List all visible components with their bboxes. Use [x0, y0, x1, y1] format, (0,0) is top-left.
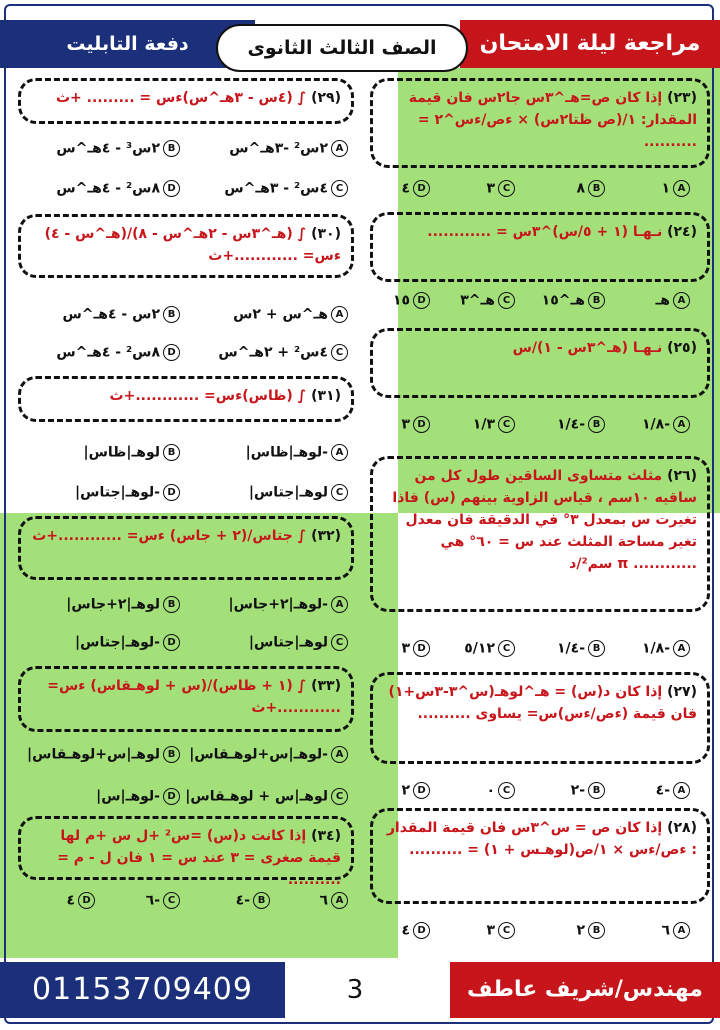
q34-option-c[interactable]: C-٦: [146, 892, 180, 909]
q28-option-c[interactable]: C٣: [486, 922, 515, 939]
q27-option-c[interactable]: C٠: [486, 782, 515, 799]
q31-option-d[interactable]: D-لوهـ|جتاس|: [75, 484, 180, 501]
question-30: (٣٠) ∫ (هـ^٣س - ٢هـ^س - ٨)/(هـ^س - ٤) ءس= ............+ث: [18, 214, 354, 278]
footer-page-number: 3: [346, 975, 364, 1005]
question-23: (٢٣) إذا كان ص=هـ^٣س جا٢س فان قيمة المقدار: ١/(ص ظتا٢س) × ءص/ءس^٢ = ..........: [370, 78, 710, 168]
q23-option-a[interactable]: A١: [661, 180, 690, 197]
header-title-center: الصف الثالث الثانوى: [216, 24, 468, 72]
q29-option-c[interactable]: C٤س² - ٣هـ^س: [224, 180, 348, 197]
q27-option-b[interactable]: B-٢: [571, 782, 605, 799]
question-31: (٣١) ∫ (ظاس)ءس= ............+ث: [18, 376, 354, 422]
q31-option-a[interactable]: A-لوهـ|ظاس|: [246, 444, 348, 461]
q26-option-c[interactable]: C٥/١٢: [464, 640, 515, 657]
q29-option-d[interactable]: D٨س² - ٤هـ^س: [56, 180, 180, 197]
q29-option-a[interactable]: A٢س² -٣هـ^س: [229, 140, 348, 157]
question-29: (٢٩) ∫ (٤س - ٣هـ^س)ءس = ......... +ث: [18, 78, 354, 124]
question-33: (٣٣) ∫ (١ + ظاس)/(س + لوهـقاس) ءس= ............+ث: [18, 666, 354, 732]
q28-option-b[interactable]: B٢: [576, 922, 605, 939]
q31-option-b[interactable]: Bلوهـ|ظاس|: [83, 444, 180, 461]
question-27: (٢٧) إذا كان د(س) = هـ^لوهـ(س^٣-٣س+١) فان قيمة (ءص/ءس)س= يساوى ..........: [370, 672, 710, 764]
q27-option-a[interactable]: A-٤: [656, 782, 690, 799]
q24-option-c[interactable]: Cهـ^٣: [460, 292, 515, 309]
q24-option-d[interactable]: D١٥: [393, 292, 430, 309]
q32-option-c[interactable]: Cلوهـ|جتاس|: [249, 634, 348, 651]
footer-phone: 01153709409: [0, 962, 285, 1018]
header-title-left: دفعة التابليت: [0, 20, 255, 68]
q27-option-d[interactable]: D٢: [401, 782, 430, 799]
question-34: (٣٤) إذا كانت د(س) =س² +ل س +م لها قيمة صغرى = ٣ عند س = ١ فان ل - م = ..........: [18, 816, 354, 880]
q30-option-a[interactable]: Aهـ^س + ٢س: [233, 306, 348, 323]
q23-option-b[interactable]: B٨: [576, 180, 605, 197]
q26-option-b[interactable]: B-١/٤: [557, 640, 605, 657]
q25-option-c[interactable]: C١/٣: [473, 416, 515, 433]
q33-option-a[interactable]: A-لوهـ|س+لوهـقاس|: [189, 746, 348, 763]
question-32: (٣٢) ∫ جتاس/(٢ + جاس) ءس= ............+ث: [18, 516, 354, 580]
q23-option-d[interactable]: D٤: [401, 180, 430, 197]
header-title-right: مراجعة ليلة الامتحان: [460, 20, 720, 68]
q34-option-a[interactable]: A٦: [319, 892, 348, 909]
q32-option-a[interactable]: A-لوهـ|٢+جاس|: [228, 596, 348, 613]
q28-option-a[interactable]: A٦: [661, 922, 690, 939]
q26-option-d[interactable]: D٣: [401, 640, 430, 657]
question-25: (٢٥) نـهـا (هـ^٣س - ١)/س: [370, 328, 710, 398]
q24-option-b[interactable]: Bهـ^١٥: [542, 292, 605, 309]
q30-option-c[interactable]: C٤س² + ٢هـ^س: [218, 344, 348, 361]
q29-option-b[interactable]: B٢س³ - ٤هـ^س: [56, 140, 180, 157]
q25-option-a[interactable]: A-١/٨: [642, 416, 690, 433]
q33-option-d[interactable]: D-لوهـ|س|: [96, 788, 180, 805]
footer-author: مهندس/شريف عاطف: [450, 962, 720, 1018]
q24-option-a[interactable]: Aهـ: [656, 292, 691, 309]
q34-option-b[interactable]: B-٤: [236, 892, 270, 909]
q23-option-c[interactable]: C٣: [486, 180, 515, 197]
question-26: (٢٦) مثلث متساوى الساقين طول كل من ساقيه ١٠سم ، قياس الزاوية بينهم (س) فاذا تغيرت س بمعدل ٣° في الدقيقة فان معدل تغير مساحة المثلث عند س = ٦٠° هي ............ π سم²/د: [370, 456, 710, 612]
q33-option-b[interactable]: Bلوهـ|س+لوهـقاس|: [27, 746, 180, 763]
question-24: (٢٤) نـهـا (١ + ٥/س)^٣س = ............: [370, 212, 710, 282]
q31-option-c[interactable]: Cلوهـ|جتاس|: [249, 484, 348, 501]
q33-option-c[interactable]: Cلوهـ|س + لوهـقاس|: [185, 788, 348, 805]
q30-option-b[interactable]: B٢س - ٤هـ^س: [62, 306, 180, 323]
q30-option-d[interactable]: D٨س² - ٤هـ^س: [56, 344, 180, 361]
q32-option-d[interactable]: D-لوهـ|جتاس|: [75, 634, 180, 651]
q26-option-a[interactable]: A-١/٨: [642, 640, 690, 657]
question-28: (٢٨) إذا كان ص = س^٣س فان قيمة المقدار : ءص/ءس × ١/ص(لوهـس + ١) = ..........: [370, 808, 710, 904]
q34-option-d[interactable]: D٤: [66, 892, 95, 909]
q25-option-d[interactable]: D٣: [401, 416, 430, 433]
q28-option-d[interactable]: D٤: [401, 922, 430, 939]
q25-option-b[interactable]: B-١/٤: [557, 416, 605, 433]
q32-option-b[interactable]: Bلوهـ|٢+جاس|: [66, 596, 180, 613]
